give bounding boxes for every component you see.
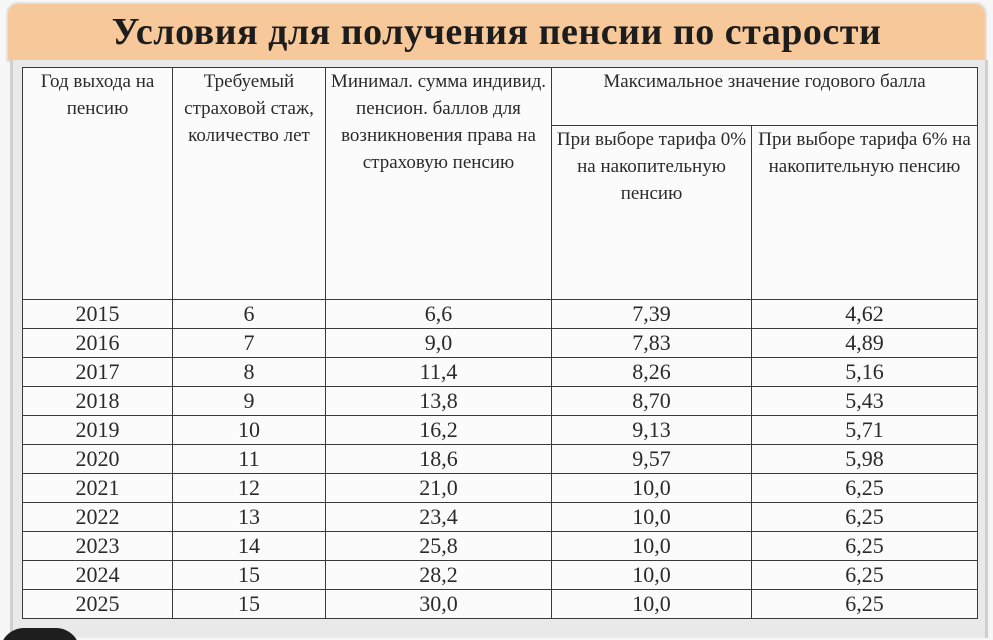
table-row: [23, 445, 978, 474]
cell-min-points: 6,6: [326, 300, 552, 329]
cell-tariff-0: 10,0: [552, 561, 752, 590]
cell-year: 2015: [23, 300, 173, 329]
table-row: [23, 503, 978, 532]
table-row: [23, 532, 978, 561]
cell-experience: 14: [173, 532, 326, 561]
cell-year: 2021: [23, 474, 173, 503]
cell-experience: 13: [173, 503, 326, 532]
cell-tariff-6: 5,43: [752, 387, 978, 416]
cell-tariff-6: 6,25: [752, 503, 978, 532]
table-row: [23, 387, 978, 416]
table-row: [23, 590, 978, 619]
cell-tariff-0: 8,70: [552, 387, 752, 416]
cell-min-points: 18,6: [326, 445, 552, 474]
cell-year: 2022: [23, 503, 173, 532]
pension-conditions-table: [22, 67, 978, 619]
cell-tariff-6: 6,25: [752, 590, 978, 619]
cell-tariff-6: 6,25: [752, 474, 978, 503]
header-year: Год выхода на пенсию: [23, 68, 173, 300]
cell-year: 2020: [23, 445, 173, 474]
cell-tariff-6: 5,71: [752, 416, 978, 445]
cell-year: 2018: [23, 387, 173, 416]
table-row: [23, 474, 978, 503]
cell-min-points: 16,2: [326, 416, 552, 445]
cell-tariff-0: 10,0: [552, 474, 752, 503]
title-banner: [8, 4, 985, 60]
cell-tariff-6: 4,62: [752, 300, 978, 329]
cell-min-points: 23,4: [326, 503, 552, 532]
cell-year: 2023: [23, 532, 173, 561]
cell-min-points: 30,0: [326, 590, 552, 619]
cell-experience: 12: [173, 474, 326, 503]
cell-tariff-0: 8,26: [552, 358, 752, 387]
table-row: [23, 329, 978, 358]
cell-experience: 11: [173, 445, 326, 474]
cell-min-points: 28,2: [326, 561, 552, 590]
header-min-points: Минимал. сумма индивид. пенсион. баллов для возникновения права на страховую пенсию: [326, 68, 552, 300]
cell-min-points: 11,4: [326, 358, 552, 387]
cell-year: 2017: [23, 358, 173, 387]
cell-tariff-0: 10,0: [552, 532, 752, 561]
page-title: Условия для получения пенсии по старости: [111, 11, 882, 53]
cell-min-points: 13,8: [326, 387, 552, 416]
cell-tariff-6: 6,25: [752, 532, 978, 561]
cell-min-points: 25,8: [326, 532, 552, 561]
header-tariff-6: При выборе тарифа 6% на накопительную пенсию: [752, 126, 978, 300]
cell-tariff-0: 9,57: [552, 445, 752, 474]
cell-tariff-6: 5,98: [752, 445, 978, 474]
cell-tariff-0: 7,83: [552, 329, 752, 358]
cell-year: 2025: [23, 590, 173, 619]
cell-experience: 15: [173, 561, 326, 590]
cell-year: 2016: [23, 329, 173, 358]
cell-year: 2019: [23, 416, 173, 445]
cell-experience: 10: [173, 416, 326, 445]
cell-experience: 15: [173, 590, 326, 619]
header-experience: Требуемый страховой стаж, количество лет: [173, 68, 326, 300]
cell-tariff-0: 10,0: [552, 503, 752, 532]
header-tariff-0: При выборе тарифа 0% на накопительную пенсию: [552, 126, 752, 300]
cell-experience: 6: [173, 300, 326, 329]
header-max-annual: Максимальное значение годового балла: [552, 68, 978, 126]
cell-tariff-6: 5,16: [752, 358, 978, 387]
cell-experience: 8: [173, 358, 326, 387]
cell-tariff-6: 6,25: [752, 561, 978, 590]
cell-tariff-6: 4,89: [752, 329, 978, 358]
table-row: [23, 561, 978, 590]
table-row: [23, 358, 978, 387]
cell-tariff-0: 9,13: [552, 416, 752, 445]
cell-experience: 9: [173, 387, 326, 416]
table-row: [23, 416, 978, 445]
table-row: [23, 300, 978, 329]
cell-tariff-0: 10,0: [552, 590, 752, 619]
cell-year: 2024: [23, 561, 173, 590]
cell-min-points: 21,0: [326, 474, 552, 503]
table-body: [23, 300, 978, 619]
cell-min-points: 9,0: [326, 329, 552, 358]
cell-tariff-0: 7,39: [552, 300, 752, 329]
cell-experience: 7: [173, 329, 326, 358]
